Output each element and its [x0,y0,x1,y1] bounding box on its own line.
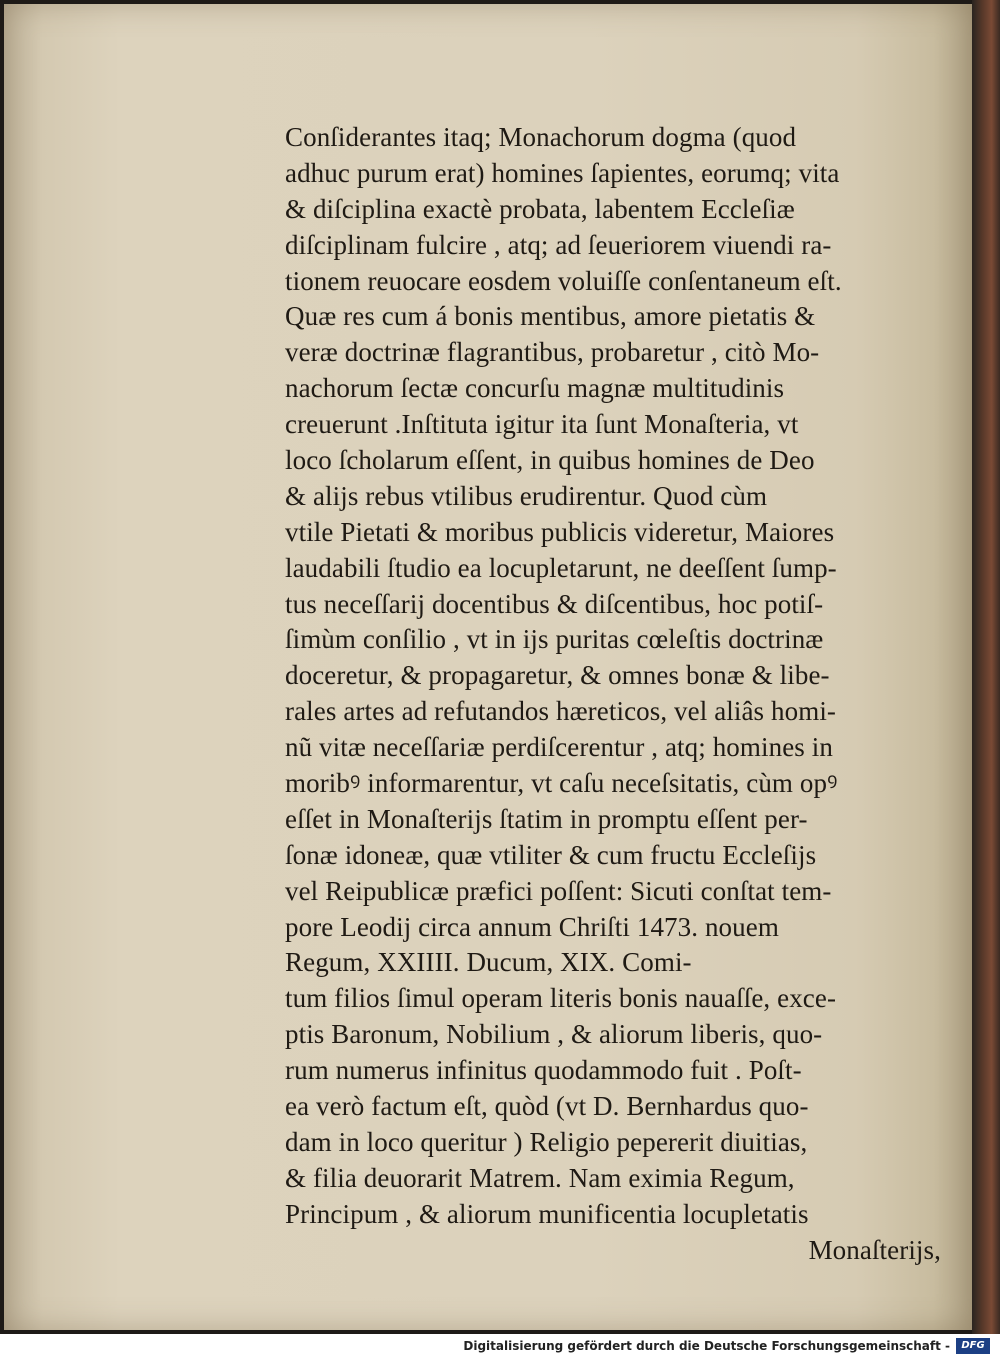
text-line: tionem reuocare eosdem voluiſſe conſentaneum eſt. [285,265,842,296]
text-line: ſimùm conſilio , vt in ijs puritas cœleſtis doctrinæ [285,624,824,655]
text-line: diſciplinam fulcire , atq; ad ſeueriorem viuendi ra- [285,229,832,260]
text-line: & diſciplina exactè probata, labentem Eccleſiæ [285,193,795,224]
text-line: tus neceſſarij docentibus & diſcentibus, hoc potiſ- [285,588,824,619]
text-line: ptis Baronum, Nobilium , & aliorum liberis, quo- [285,1019,823,1050]
text-line: vel Reipublicæ præfici poſſent: Sicuti conſtat tem- [285,875,832,906]
text-line: nachorum ſectæ concurſu magnæ multitudinis [285,373,785,404]
text-line: pore Leodij circa annum Chriſti 1473. nouem [285,911,779,942]
text-line: ſonæ idoneæ, quæ vtiliter & cum fructu Eccleſijs [285,839,817,870]
text-line: Conſiderantes itaq; Monachorum dogma (quod [285,122,797,152]
text-line: vtile Pietati & moribus publicis videretur, Maiores [285,516,835,547]
text-line: rum numerus infinitus quodammodo fuit . Poſt- [285,1055,802,1086]
text-line: & filia deuorarit Matrem. Nam eximia Regum, [285,1162,795,1193]
text-line: moribꝰ informarentur, vt caſu neceſsitatis, cùm opꝰ [285,768,838,799]
text-line: loco ſcholarum eſſent, in quibus homines de Deo [285,445,815,476]
dfg-logo: DFG [956,1338,990,1354]
text-line: creuerunt .Inſtituta igitur ita ſunt Monaſteria, vt [285,409,799,440]
text-line: rales artes ad refutandos hæreticos, vel aliâs homi- [285,696,837,727]
text-line: tum filios ſimul operam literis bonis nauaſſe, exce- [285,983,837,1014]
text-line: nũ vitæ neceſſariæ perdiſcerentur , atq; homines in [285,732,833,763]
text-line: Principum , & aliorum munificentia locupletatis [285,1198,809,1229]
text-line: veræ doctrinæ flagrantibus, probaretur , citò Mo- [285,337,820,368]
text-line: dam in loco queritur ) Religio pepererit diuitias, [285,1126,808,1157]
text-line: eſſet in Monaſterijs ſtatim in promptu eſſent per- [285,803,808,834]
catchword: Monaſterijs, [808,1234,941,1265]
page-text [285,120,941,1269]
text-line: Quæ res cum á bonis mentibus, amore pietatis & [285,301,816,332]
text-line: laudabili ſtudio ea locupletarunt, ne deeſſent ſump- [285,552,837,583]
text-line: doceretur, & propagaretur, & omnes bonæ & libe- [285,660,830,691]
text-line: Regum, XXIIII. Ducum, XIX. Comi- [285,947,692,978]
text-line: ea verò factum eſt, quòd (vt D. Bernhardus quo- [285,1091,809,1122]
binding-edge [972,0,1000,1334]
text-line: adhuc purum erat) homines ſapientes, eorumq; vita [285,157,840,188]
text-line: & alijs rebus vtilibus erudirentur. Quod cùm [285,480,768,511]
footer-credit: Digitalisierung gefördert durch die Deutsche Forschungsgemeinschaft - [463,1339,950,1353]
